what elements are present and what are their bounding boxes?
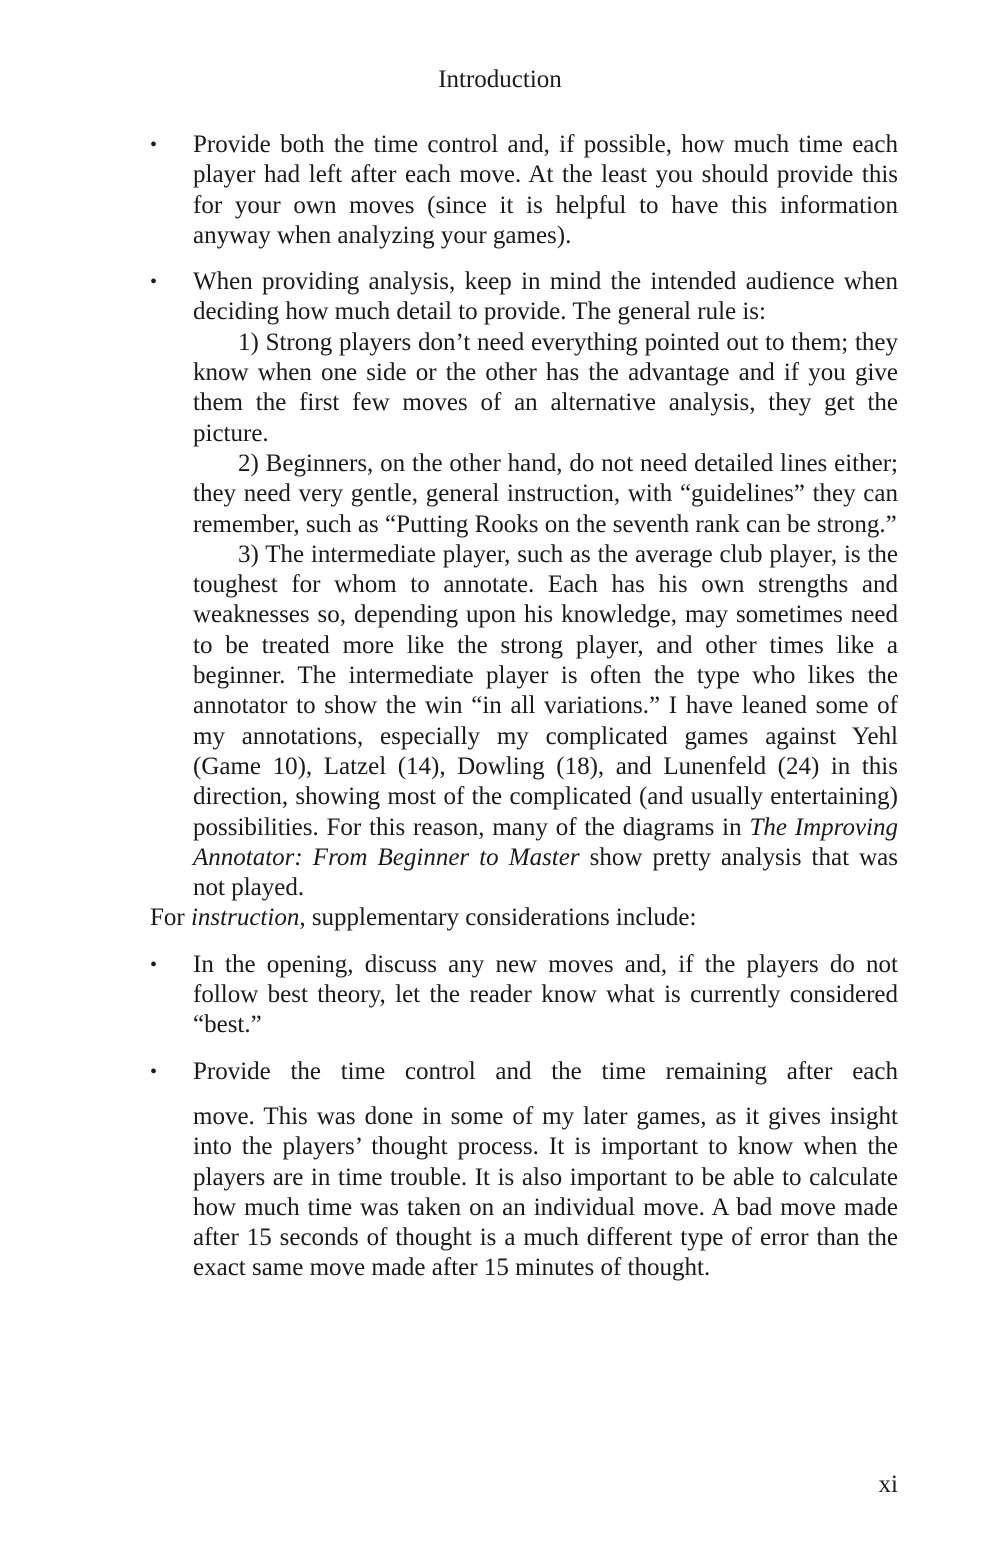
body-paragraph xyxy=(150,903,898,933)
bullet-text: In the opening, discuss any new moves and, if the players do not follow best theory, let the reader know what is currently considered “best.” xyxy=(193,950,898,1039)
numbered-point xyxy=(193,540,898,904)
numbered-point: 1) Strong players don’t need everything pointed out to them; they know when one side or the other has the advantage and if you give them the first few moves of an alternative analysis, they get the picture. xyxy=(193,328,898,447)
book-title: The Improving Annotator: From Beginner to Master xyxy=(193,813,898,871)
bullet-item xyxy=(150,1057,898,1284)
bullet-item xyxy=(150,267,898,903)
paragraph-text: supplementary considerations include: xyxy=(305,904,697,932)
page-number: xi xyxy=(878,1471,898,1498)
bullet-icon: • xyxy=(150,953,158,976)
point-text: show pretty analysis that was not played. xyxy=(193,843,898,902)
page-body xyxy=(150,130,898,1284)
emphasis-text: instruction, xyxy=(190,904,306,932)
bullet-icon: • xyxy=(150,1060,158,1083)
bullet-icon: • xyxy=(150,271,158,294)
bullet-text: Provide the time control and the time remaining after each xyxy=(193,1057,898,1085)
bullet-continuation: move. This was done in some of my later games, as it gives insight into the players’ thought process. It is important to know when the players are in time trouble. It is also important to be able to calculate how much time was taken on an individual move. A bad move made after 15 seconds of thought is a much different type of error than the exact same move made after 15 minutes of thought. xyxy=(193,1102,898,1282)
bullet-item xyxy=(150,950,898,1041)
running-head: Introduction xyxy=(438,66,562,93)
bullet-icon: • xyxy=(150,134,158,156)
bullet-item xyxy=(150,130,898,251)
paragraph-text: For xyxy=(150,904,191,932)
bullet-text: When providing analysis, keep in mind the intended audience when deciding how much detail to provide. The general rule is: xyxy=(193,268,898,326)
point-text: 3) The intermediate player, such as the average club player, is the toughest for whom to annotate. Each has his own strengths and weaknesses so, depending upon his knowledge, may sometimes need to be treated more like the strong player, and other times like a beginner. The intermediate player is often the type who likes the annotator to show the win “in all variations.” I have leaned some of my annotations, especially my complicated games against Yehl (Game 10), Latzel (14), Dowling (18), and Lunenfeld (24) in this direction, showing most of the complicated (and usually entertaining) possibilities. For this reason, many of the diagrams in xyxy=(193,540,898,841)
numbered-point: 2) Beginners, on the other hand, do not need detailed lines either; they need very gentle, general instruction, with “guidelines” they can remember, such as “Putting Rooks on the seventh rank can be strong.” xyxy=(193,449,898,538)
bullet-text: Provide both the time control and, if possible, how much time each player had left after each move. At the least you should provide this for your own moves (since it is helpful to have this information anyway when analyzing your games). xyxy=(193,131,898,249)
